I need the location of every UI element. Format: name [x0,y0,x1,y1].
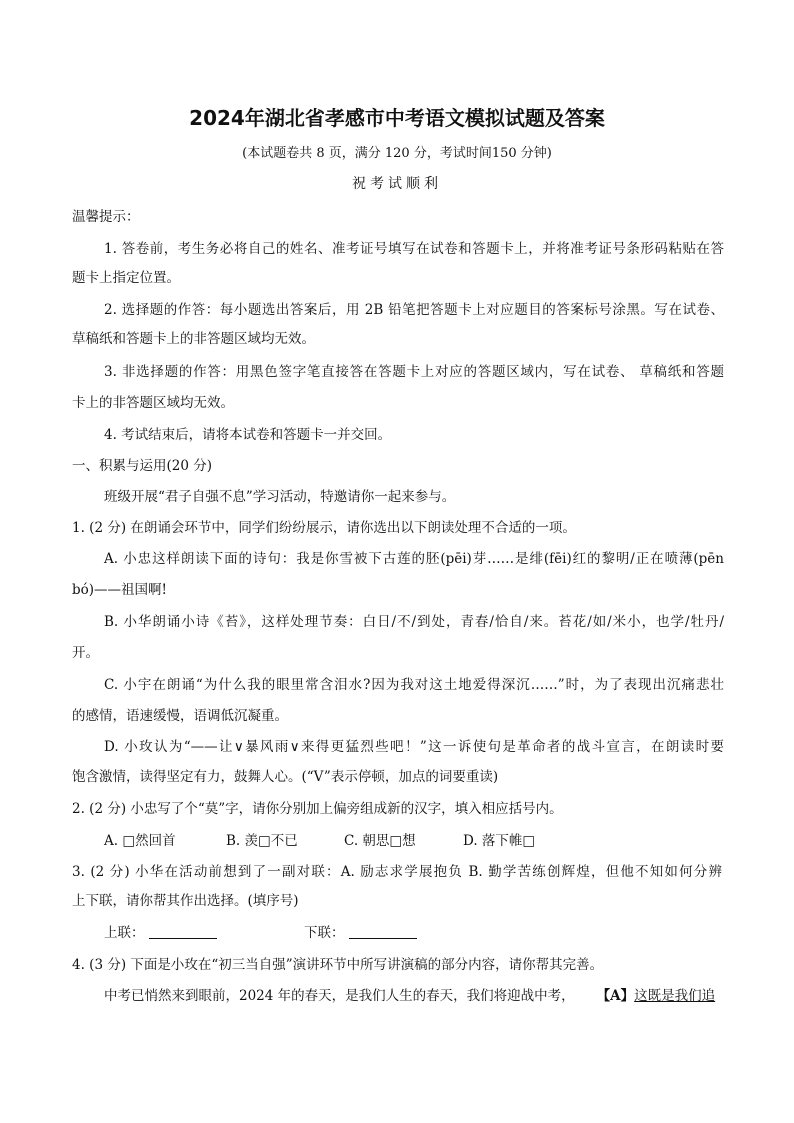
exam-info: (本试题卷共 8 页，满分 120 分，考试时间150 分钟) [242,146,552,161]
q1-option-c-line-1: C. 小宇在朗诵“为什么我的眼里常含泪水?因为我对这土地爱得深沉……”时，为了表现出沉痛悲壮 [104,677,724,693]
q3-stem-line-1: 3. (2 分) 小华在活动前想到了一副对联：A. 励志求学展抱负 B. 勤学苦练创辉煌，但他不知如何分辨 [72,864,722,880]
q1-option-d-line-1: D. 小玫认为“——让∨暴风雨∨来得更猛烈些吧！”这一诉使句是革命者的战斗宣言，在朗读时要 [104,739,724,755]
q1-option-a-line-2: bó)——祖国啊! [72,582,167,598]
q1-option-b-line-1: B. 小华朗诵小诗《苔》，这样处理节奏：白日/不/到处，青春/恰自/来。苔花/如/米小，也学/牡丹/ [104,614,724,630]
tip-2-line-2: 草稿纸和答题卡上的非答题区域均无效。 [72,331,315,347]
q4-paragraph [104,984,724,1008]
q2-option-a: A. □然回首 [104,833,176,849]
q1-option-b-line-2: 开。 [72,645,99,661]
q4-paragraph-lead: 中考已悄然来到眼前，2024 年的春天，是我们人生的春天，我们将迎战中考， [104,988,575,1004]
tips-heading: 温馨提示： [72,209,140,225]
q1-stem: 1. (2 分) 在朗诵会环节中，同学们纷纷展示，请你选出以下朗读处理不合适的一项。 [72,520,576,536]
q3-lower-blank[interactable] [349,924,417,939]
q3-upper-line [104,921,217,945]
good-luck-text: 祝考试顺利 [352,176,442,192]
q3-lower-line [304,921,417,945]
tip-3-line-2: 卡上的非答题区域均无效。 [72,395,234,411]
tip-1-line-2: 题卡上指定位置。 [72,270,180,286]
q3-lower-label: 下联： [304,925,345,941]
q3-upper-blank[interactable] [149,924,217,939]
q2-stem: 2. (2 分) 小忠写了个“莫”字，请你分别加上偏旁组成新的汉字，填入相应括号内。 [72,801,563,817]
page-title: 2024年湖北省孝感市中考语文模拟试题及答案 [189,106,605,130]
q4-underlined-sentence: 这既是我们追 [634,988,716,1004]
q4-stem: 4. (3 分) 下面是小玫在“初三当自强”演讲环节中所写讲演稿的部分内容，请你帮其完善。 [72,957,604,973]
q2-option-d: D. 落下帷□ [463,833,536,849]
q4-marker-a: 【A】 [596,988,635,1004]
q2-option-c: C. 朝思□想 [344,833,416,849]
section-1-heading: 一、积累与运用(20 分) [72,458,213,474]
section-1-intro: 班级开展“君子自强不息”学习活动，特邀请你一起来参与。 [104,489,456,505]
q2-option-b: B. 羡□不已 [226,833,298,849]
q1-option-a-line-1: A. 小忠这样朗读下面的诗句：我是你雪被下古莲的胚(pēi)芽……是绯(fēi)红的黎明/正在喷薄(pēn [104,551,724,567]
tip-3-line-1: 3. 非选择题的作答：用黑色签字笔直接答在答题卡上对应的答题区域内，写在试卷、 草稿纸和答题 [104,364,724,380]
tip-1-line-1: 1. 答卷前，考生务必将自己的姓名、准考证号填写在试卷和答题卡上，并将准考证号条形码粘贴在答 [104,241,724,257]
q3-upper-label: 上联： [104,925,145,941]
q1-option-d-line-2: 饱含激情，读得坚定有力，鼓舞人心。(“V”表示停顿，加点的词要重读) [72,769,499,785]
q1-option-c-line-2: 的感情，语速缓慢，语调低沉凝重。 [72,708,288,724]
tip-4: 4. 考试结束后，请将本试卷和答题卡一并交回。 [104,427,392,443]
tip-2-line-1: 2. 选择题的作答：每小题选出答案后，用 2B 铅笔把答题卡上对应题目的答案标号涂黑。写在试卷、 [104,302,724,318]
q3-stem-line-2: 上下联，请你帮其作出选择。(填序号) [72,893,299,909]
